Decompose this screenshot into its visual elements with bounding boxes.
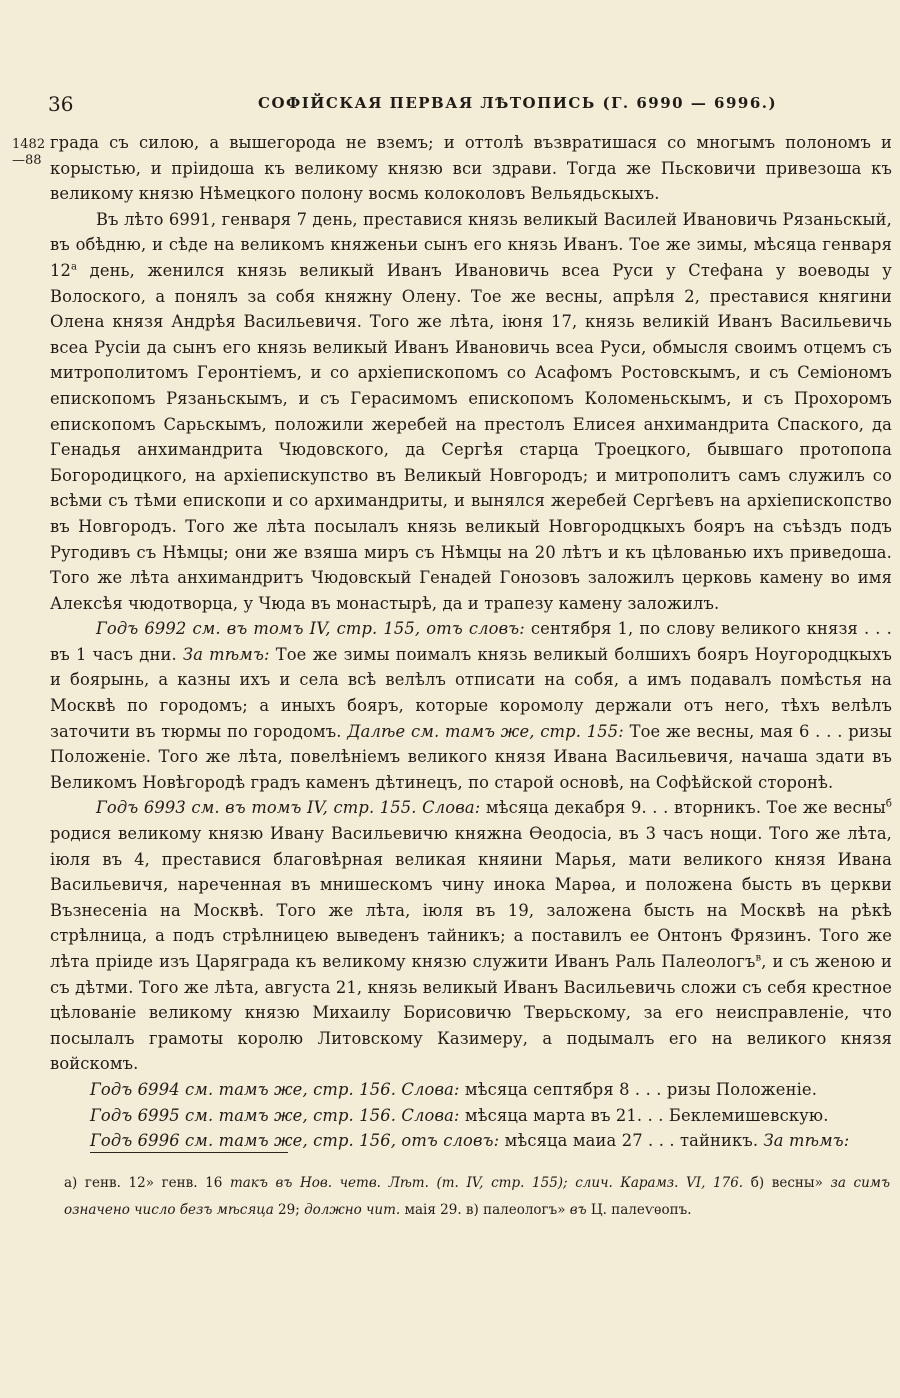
paragraph-text: мѣсяца марта въ 21. . . Беклемишевскую. xyxy=(459,1105,829,1125)
footnote-text: Ц. палеѵѳопъ. xyxy=(586,1202,692,1218)
cross-reference: За тѣмъ: xyxy=(763,1131,850,1151)
cross-reference: Далѣе см. тамъ же, стр. 155: xyxy=(347,721,624,741)
footnote-marker-a: а xyxy=(71,261,78,273)
cross-reference: За тѣмъ: xyxy=(182,644,270,664)
paragraph-text: Въ лѣто 6991, генваря 7 день, преставися князь великый Василей Ивановичь Рязаньскый, въ обѣдню, и сѣде на великомъ княженьи сынъ его князь Иванъ. Тое же зимы, мѣсяца генваря 12 xyxy=(50,209,892,280)
footnote-text: 29; xyxy=(273,1202,305,1218)
footnote-divider xyxy=(90,1152,288,1153)
cross-reference: Годъ 6992 см. въ томъ IV, стр. 155, отъ словъ: xyxy=(96,619,525,639)
paragraph-6995 xyxy=(50,1103,892,1129)
cross-reference: Годъ 6993 см. въ томъ IV, стр. 155. Слова: xyxy=(96,798,481,818)
footnotes xyxy=(64,1170,890,1224)
paragraph-text: Тое же весны, мая 6 . . . ризы Положеніе. Того же лѣта, повелѣніемъ великого князя Ивана Васильевичя, начаша здати въ Великомъ Новѣгородѣ градъ каменъ дѣтинецъ, по старой основѣ, на Софѣйской сторонѣ. xyxy=(50,721,892,792)
footnote-reference: должно чит. xyxy=(304,1202,401,1218)
paragraph-6992 xyxy=(50,616,892,795)
paragraph-text: Тое же зимы поималъ князь великый болшихъ бояръ Ноугородцкыхъ и боярынь, а казны ихъ и села всѣ велѣлъ отписати на собя, а имъ подавалъ помѣстья на Москвѣ по городомъ; а иныхъ бояръ, которые коромолу держали отъ него, тѣхъ велѣлъ заточити въ тюрмы по городомъ. xyxy=(50,644,892,741)
paragraph-6994 xyxy=(50,1077,892,1103)
footnote-marker-c: в xyxy=(755,952,762,964)
cross-reference: Годъ 6996 см. тамъ же, стр. 156, отъ словъ: xyxy=(90,1131,500,1151)
paragraph-text: родися великому князю Ивану Васильевичю княжна Ѳеодосіа, въ 3 часъ нощи. Того же лѣта, іюля въ 4, преставися благовѣрная великая княини Марья, мати великого князя Ивана Васильевичя, нареченная въ мнишескомъ чину инока Марѳа, и положена бысть въ церкви Възнесеніа на Москвѣ. Того же лѣта, іюля въ 19, заложена бысть на Москвѣ на рѣкѣ стрѣлница, а подъ стрѣлницею выведенъ тайникъ; а поставилъ ее Онтонъ Фрязинъ. Того же лѣта пріиде изъ Царяграда къ великому князю служити Иванъ Раль Палеологъ xyxy=(50,824,892,971)
footnote-text: б) весны» xyxy=(743,1175,831,1191)
paragraph-text: сентября 1, по слову великого князя . . . въ 1 часъ дни. xyxy=(50,619,892,664)
footnote-reference: такъ въ Нов. четв. Лѣт. (т. IV, стр. 155); слич. Карамз. VI, 176. xyxy=(229,1175,744,1191)
paragraph-6996 xyxy=(50,1128,892,1154)
footnote-text: маія 29. в) палеологъ» xyxy=(400,1202,570,1218)
paragraph-6993 xyxy=(50,795,892,1077)
footnote-reference: за симъ означено число безъ мѣсяца xyxy=(64,1175,890,1218)
paragraph-text: мѣсяца декабря 9. . . вторникъ. Тое же весны xyxy=(480,798,886,818)
page-header xyxy=(48,92,852,124)
cross-reference: Годъ 6995 см. тамъ же, стр. 156. Слова: xyxy=(90,1105,460,1125)
paragraph-text: день, женился князь великый Иванъ Ивановичь всеа Руси у Стефана у воеводы у Волоского, а понялъ за собя княжну Олену. Тое же весны, апрѣля 2, преставися княгини Олена князя Андрѣя Васильевичя. Того же лѣта, іюня 17, князь великій Иванъ Васильевичь всеа Русіи да сынъ его князь великый Иванъ Ивановичь всеа Руси, обмысля своимъ отцемъ съ митрополитомъ Геронтіемъ, и со архіепископомъ со Асафомъ Ростовскымъ, и съ Семіономъ епископомъ Рязаньскымъ, и съ Герасимомъ епископомъ Коломеньскымъ, и съ Прохоромъ епископомъ Сарьскымъ, положили жеребей на престолъ Елисея анхимандрита Спаского, да Генадья анхимандрита Чюдовского, да Сергѣя старца Троецкого, бывшаго протопопа Богородицкого, на архіепискупство въ Великый Новгородъ; и митрополитъ самъ служилъ со всѣми съ тѣми епископи и со архимандриты, и вынялся жеребей Сергѣевъ на архіепископство въ Новгородъ. Того же лѣта посылалъ князь великый Новгородцкыхъ бояръ на съѣздъ подъ Ругодивъ съ Нѣмцы; они же взяша миръ съ Нѣмцы на 20 лѣтъ и къ цѣлованью ихъ приведоша. Того же лѣта анхимандритъ Чюдовскый Генадей Гонозовъ заложилъ церковь камену во имя Алексѣя чюдотворца, у Чюда въ монастырѣ, да и трапезу камену заложилъ. xyxy=(50,260,892,613)
page-number: 36 xyxy=(48,92,74,116)
margin-year-range-end: —88 xyxy=(12,153,42,168)
margin-year-range-start: 1482 xyxy=(12,137,46,152)
main-text xyxy=(50,130,892,1154)
running-title: СОФІЙСКАЯ ПЕРВАЯ ЛѢТОПИСЬ (Г. 6990 — 6996.) xyxy=(258,94,778,112)
paragraph-text: мѣсяца маиа 27 . . . тайникъ. xyxy=(499,1131,764,1151)
paragraph-text: , и съ женою и съ дѣтми. Того же лѣта, августа 21, князь великый Иванъ Васильевичь сложи съ себя крестное цѣлованіе великому князю Михаилу Борисовичю Тверьскому, за его неисправленіе, что посылалъ грамоты королю Литовскому Казимеру, а подымалъ его на великого князя войскомъ. xyxy=(50,952,892,1074)
cross-reference: Годъ 6994 см. тамъ же, стр. 156. Слова: xyxy=(90,1079,460,1099)
footnote-text: а) генв. 12» генв. 16 xyxy=(64,1175,230,1191)
paragraph-6991 xyxy=(50,207,892,617)
paragraph-continuation xyxy=(50,130,892,207)
paragraph-text: мѣсяца септября 8 . . . ризы Положеніе. xyxy=(459,1079,818,1099)
paragraph-text: града съ силою, а вышегорода не вземъ; и оттолѣ възвратишася со многымъ полономъ и корыстью, и пріидоша къ великому князю вси здрави. Тогда же Пьсковичи привезоша къ великому князю Нѣмецкого полону восмь колоколовъ Вельядьскыхъ. xyxy=(50,133,892,204)
footnote-reference: въ xyxy=(569,1202,587,1218)
footnote-marker-b: б xyxy=(885,799,893,811)
